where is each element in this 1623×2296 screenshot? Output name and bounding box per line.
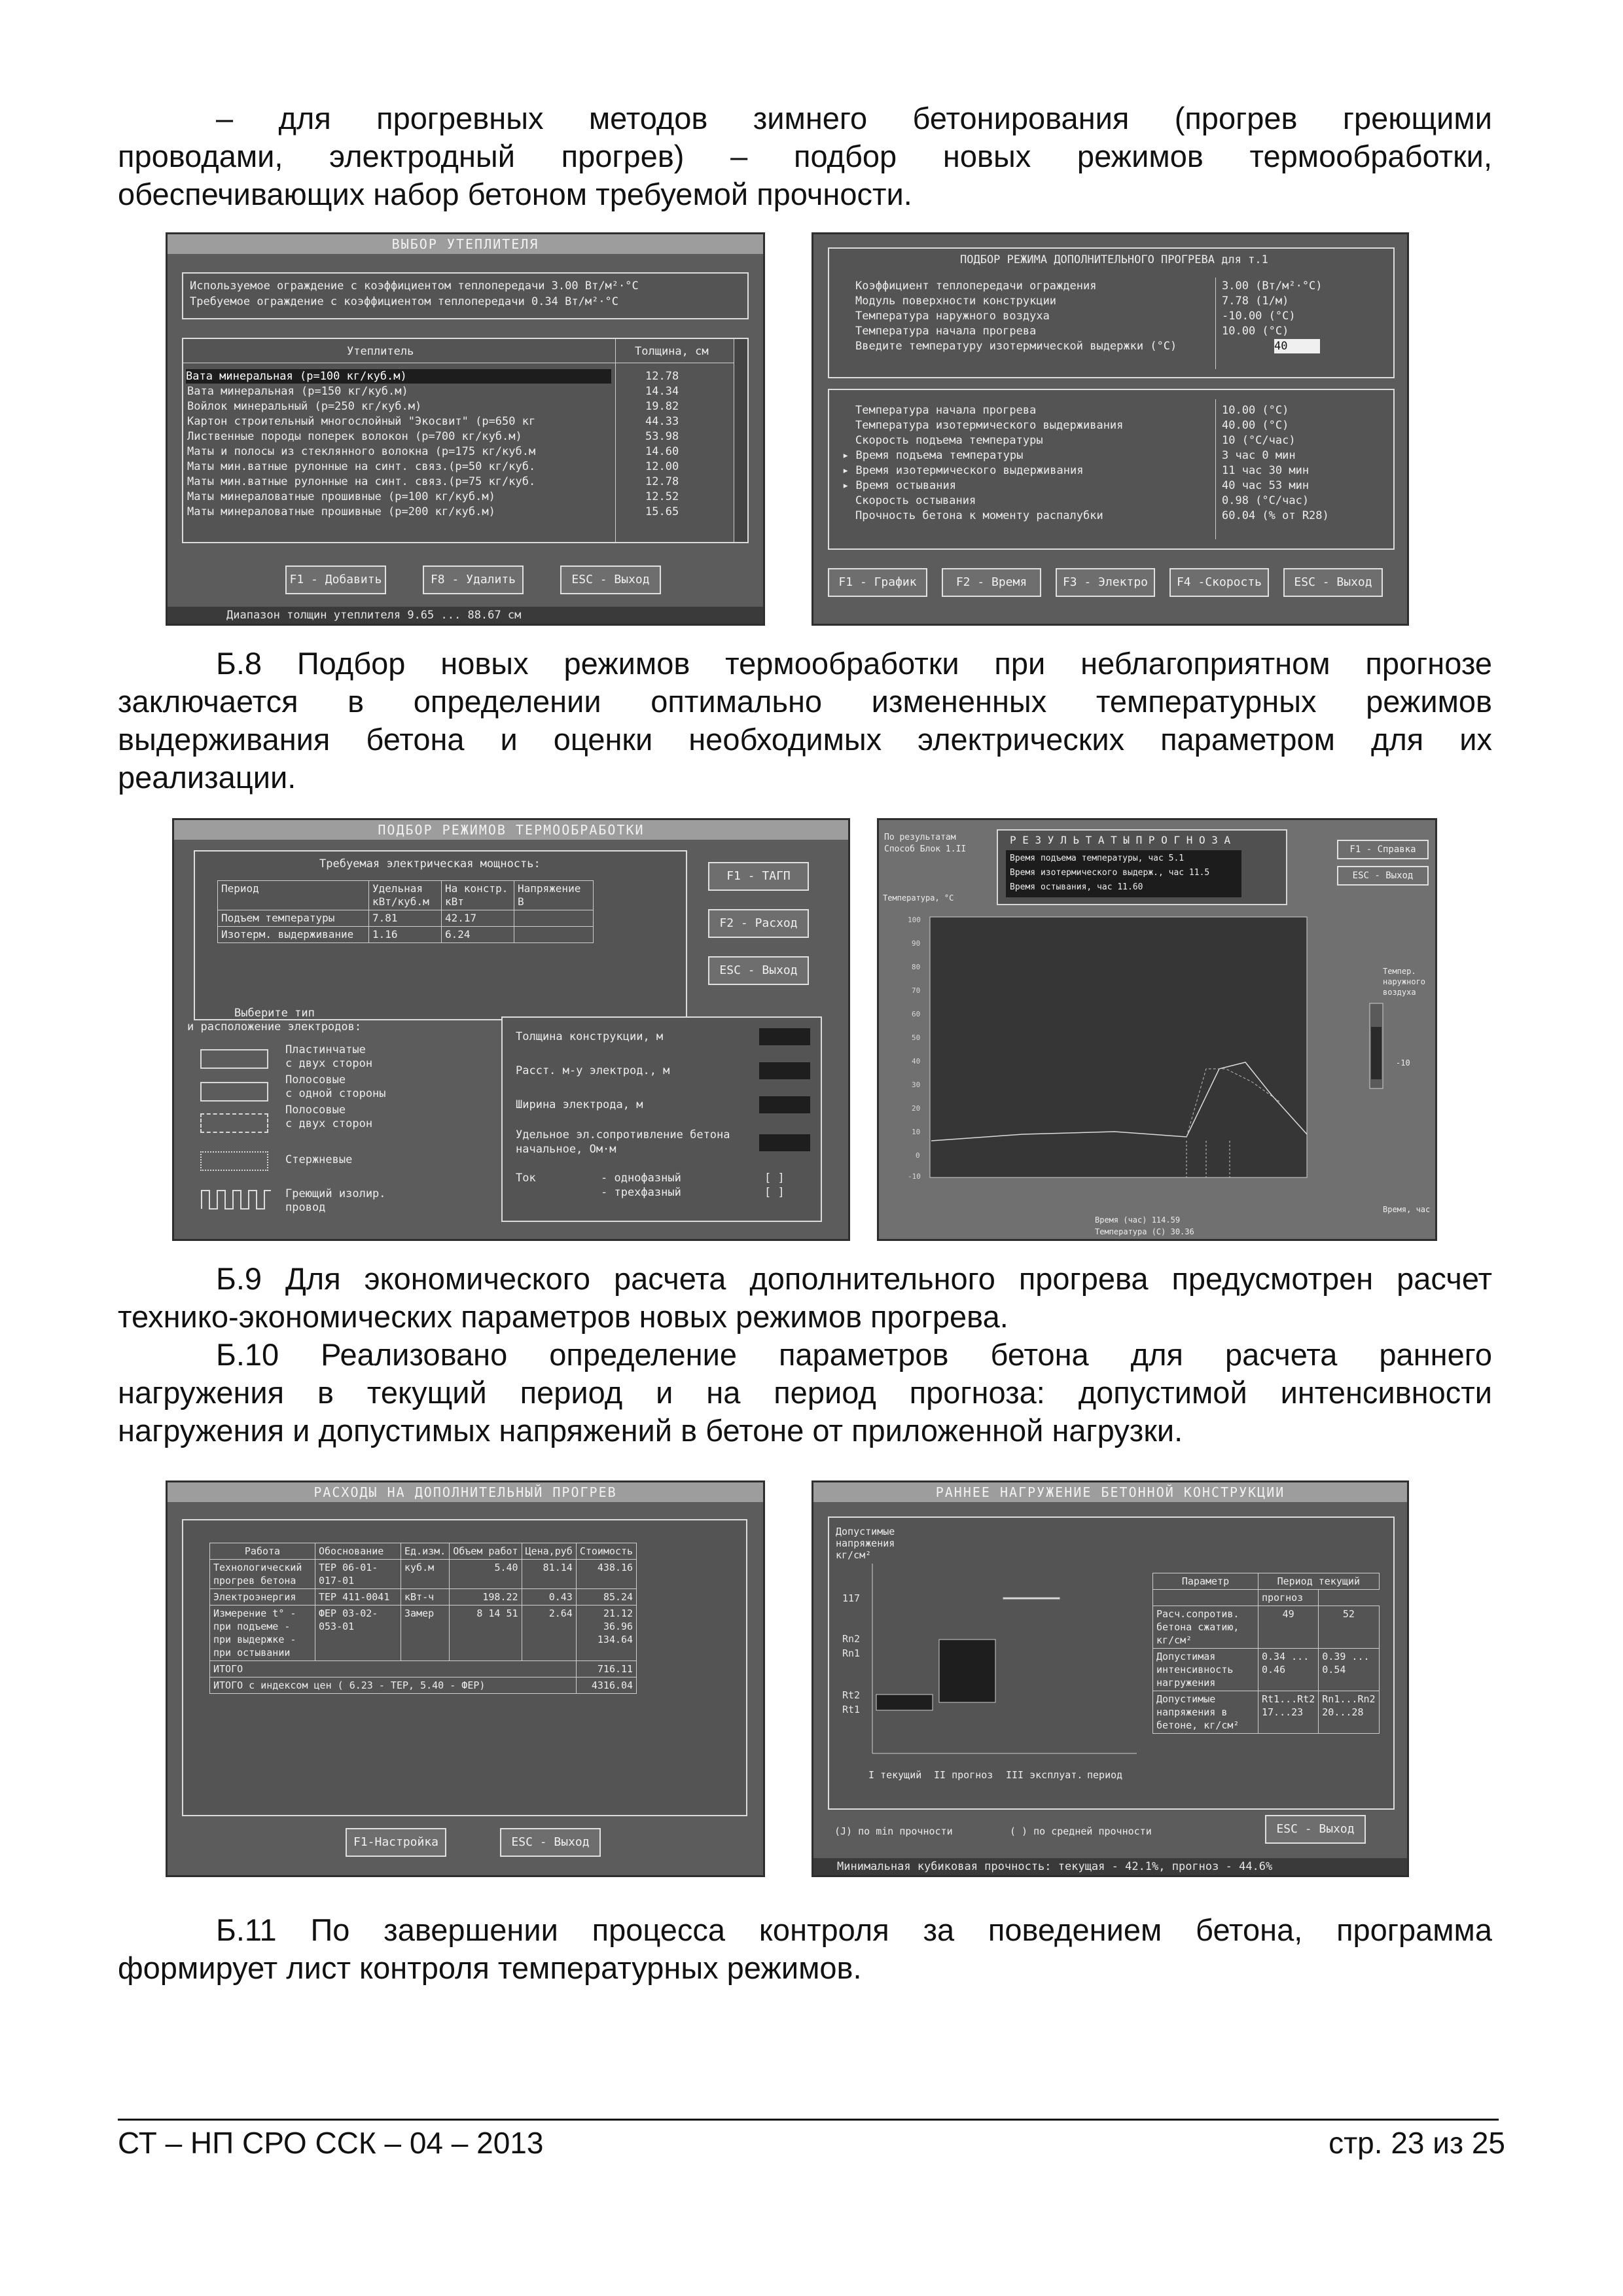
table-cell: 6.24	[442, 927, 514, 943]
loading-status: Минимальная кубиковая прочность: текущая - 42.1%, прогноз - 44.6%	[813, 1858, 1407, 1875]
three-phase-checkbox[interactable]: [ ]	[764, 1186, 785, 1199]
early-loading-screen	[812, 1480, 1409, 1877]
result-label[interactable]: ▸ Время остывания	[842, 479, 956, 492]
y-tick-label: 10	[912, 1128, 921, 1136]
table-cell: 81.14	[522, 1560, 576, 1589]
insulation-row[interactable]: Маты минераловатные прошивные (р=100 кг/куб.м)	[187, 490, 495, 503]
param-label: Коэффициент теплопередачи ограждения	[855, 279, 1097, 293]
text-line: обеспечивающих набор бетоном требуемой прочности.	[118, 177, 912, 211]
heat-treatment-title: ПОДБОР РЕЖИМОВ ТЕРМООБРАБОТКИ	[174, 820, 848, 840]
b10-paragraph	[118, 1336, 1492, 1450]
y-axis-label: Температура, °С	[883, 893, 954, 903]
table-cell: 8 14 51	[450, 1605, 522, 1661]
forecast-top-left: По результатам	[884, 833, 956, 842]
text-line: проводами, электродный прогрев) – подбор новых режимов термообработки,	[118, 139, 1492, 173]
row-thickness: 53.98	[645, 430, 679, 443]
resistivity-input[interactable]	[759, 1134, 810, 1151]
electrode-type-label: провод	[285, 1201, 326, 1214]
insulation-row-selected[interactable]	[186, 369, 611, 384]
table-header: Стоимость	[576, 1543, 636, 1560]
table-header: Объем работ	[450, 1543, 522, 1560]
electrode-distance-input[interactable]	[759, 1062, 810, 1079]
document-code: СТ – НП СРО ССК – 04 – 2013	[118, 2126, 544, 2160]
table-cell: Технологический прогрев бетона	[210, 1560, 315, 1589]
stress-range-bar	[1003, 1598, 1060, 1599]
table-cell: кВт-ч	[401, 1589, 450, 1605]
table-cell: 7.81	[369, 910, 442, 927]
electro-button[interactable]: F3 - Электро	[1056, 568, 1155, 597]
heating-wire-icon[interactable]	[200, 1188, 272, 1211]
single-phase-checkbox[interactable]: [ ]	[764, 1172, 785, 1185]
y-tick-label: 100	[908, 916, 921, 924]
exit-button[interactable]: ESC - Выход	[1337, 866, 1429, 886]
cursor-readout: Время (час) 114.59	[1095, 1215, 1181, 1225]
insulation-list	[182, 338, 749, 543]
table-cell: Подъем температуры	[218, 910, 369, 927]
outdoor-temp-label: воздуха	[1383, 988, 1416, 997]
electrode-heading: Выберите тип	[234, 1007, 315, 1020]
mean-strength-radio[interactable]: ( ) по средней прочности	[1010, 1825, 1152, 1837]
y-label-rn1: Rn1	[842, 1647, 861, 1659]
y-tick-label: 50	[912, 1033, 921, 1042]
min-strength-radio[interactable]: (J) по min прочности	[834, 1825, 953, 1837]
result-value: 0.98 (°С/час)	[1222, 494, 1310, 507]
insulation-row[interactable]: Маты мин.ватные рулонные на синт. связ.(р=75 кг/куб.	[187, 475, 536, 488]
loading-param-table	[1152, 1573, 1380, 1734]
table-cell: Допустимые напряжения в бетоне, кг/см²	[1153, 1691, 1258, 1734]
add-button[interactable]: F1 - Добавить	[285, 565, 386, 594]
costs-screen	[166, 1480, 765, 1877]
table-cell: Расч.сопротив. бетона сжатию, кг/см²	[1153, 1606, 1258, 1649]
text-line: нагружения в текущий период и на период прогноза: допустимой интенсивности	[118, 1375, 1492, 1410]
y-label-rt1: Rt1	[842, 1704, 861, 1715]
y-tick-label: 90	[912, 939, 921, 948]
row-thickness: 14.34	[645, 385, 679, 398]
electrode-heading: и расположение электродов:	[187, 1020, 362, 1033]
table-cell: 438.16	[576, 1560, 636, 1589]
insulation-row[interactable]: Вата минеральная (р=150 кг/куб.м)	[187, 385, 408, 398]
table-cell: 198.22	[450, 1589, 522, 1605]
total-value: 716.11	[576, 1661, 636, 1677]
temperature-plot	[879, 899, 1435, 1193]
early-loading-title: РАННЕЕ НАГРУЖЕНИЕ БЕТОННОЙ КОНСТРУКЦИИ	[813, 1482, 1407, 1502]
x-label: период	[1087, 1769, 1123, 1781]
input-label: Расст. м-у электрод., м	[516, 1064, 670, 1077]
text-line: Б.10 Реализовано определение параметров бетона для расчета раннего	[216, 1337, 1492, 1372]
table-header: Удельная кВт/куб.м	[369, 881, 442, 910]
result-value: 40.00 (°С)	[1222, 419, 1289, 432]
text-line: нагружения и допустимых напряжений в бетоне от приложенной нагрузки.	[118, 1413, 1183, 1448]
param-value: 10.00 (°С)	[1222, 325, 1289, 338]
y-tick-label: 80	[912, 963, 921, 971]
strip-electrode-two-sides-icon[interactable]	[200, 1113, 268, 1133]
column-header-name: Утеплитель	[347, 345, 414, 358]
table-header: Обоснование	[315, 1543, 401, 1560]
slider-value: -10	[1396, 1058, 1410, 1067]
exit-button[interactable]: ESC - Выход	[500, 1828, 601, 1857]
row-thickness: 12.00	[645, 460, 679, 473]
result-value: 40 час 53 мин	[1222, 479, 1310, 492]
stress-range-bar	[876, 1695, 933, 1710]
y-label-117: 117	[842, 1592, 861, 1604]
exit-button[interactable]: ESC - Выход	[1283, 568, 1383, 597]
help-button[interactable]: F1 - Справка	[1337, 840, 1429, 859]
table-cell: 49	[1258, 1606, 1319, 1649]
total-label: ИТОГО	[210, 1661, 577, 1677]
text-line: формирует лист контроля температурных режимов.	[118, 1950, 862, 1985]
insulation-row[interactable]: Маты мин.ватные рулонные на синт. связ.(р=50 кг/куб.	[187, 460, 536, 473]
y-label-rn2: Rn2	[842, 1633, 861, 1645]
thickness-input[interactable]	[759, 1028, 810, 1045]
text-line: технико-экономических параметров новых режимов прогрева.	[118, 1299, 1008, 1334]
text-line: заключается в определении оптимально измененных температурных режимов	[118, 684, 1492, 719]
insulation-row[interactable]: Лиственные породы поперек волокон (р=700 кг/куб.м)	[187, 430, 522, 443]
electrode-width-input[interactable]	[759, 1096, 810, 1113]
consumption-button[interactable]: F2 - Расход	[708, 909, 809, 938]
result-value: 10.00 (°С)	[1222, 404, 1289, 417]
electrode-type-label[interactable]: Стержневые	[285, 1153, 353, 1166]
b8-paragraph	[118, 645, 1492, 797]
text-line: Б.8 Подбор новых режимов термообработки при неблагоприятном прогнозе	[216, 646, 1492, 681]
table-cell: Измерение t° - при подъеме - при выдержке - при остывании	[210, 1605, 315, 1661]
reheat-title: ПОДБОР РЕЖИМА ДОПОЛНИТЕЛЬНОГО ПРОГРЕВА для т.1	[960, 253, 1268, 266]
speed-button[interactable]: F4 -Скорость	[1169, 568, 1269, 597]
exit-button[interactable]: ESC - Выход	[560, 565, 661, 594]
b9-paragraph	[118, 1260, 1492, 1336]
table-cell: 85.24	[576, 1589, 636, 1605]
costs-title: РАСХОДЫ НА ДОПОЛНИТЕЛЬНЫЙ ПРОГРЕВ	[168, 1482, 763, 1502]
outdoor-temp-label: наружного	[1383, 977, 1426, 986]
result-label: Скорость подъема температуры	[855, 434, 1043, 447]
electrode-params-box	[501, 1016, 822, 1222]
y-tick-label: 60	[912, 1010, 921, 1018]
outdoor-temp-label: Темпер.	[1383, 967, 1416, 976]
table-header: Период	[218, 881, 369, 910]
table-cell: 42.17	[442, 910, 514, 927]
insulation-row[interactable]: Войлок минеральный (р=250 кг/куб.м)	[187, 400, 422, 413]
table-cell: 0.34 ... 0.46	[1258, 1649, 1319, 1691]
insulation-row[interactable]: Маты минераловатные прошивные (р=200 кг/куб.м)	[187, 505, 495, 518]
result-label[interactable]: ▸ Время подъема температуры	[842, 449, 1024, 462]
table-cell	[514, 927, 594, 943]
stress-range-bar	[939, 1640, 995, 1702]
table-cell: 5.40	[450, 1560, 522, 1589]
total-index-label: ИТОГО с индексом цен ( 6.23 - ТЕР, 5.40 - ФЕР)	[210, 1677, 577, 1694]
power-table	[217, 880, 594, 943]
loading-chart-box	[828, 1516, 1395, 1810]
tagp-button[interactable]: F1 - ТАГП	[708, 862, 809, 891]
table-cell: куб.м	[401, 1560, 450, 1589]
chart-title: напряжения	[836, 1537, 895, 1549]
x-axis-label: Время, час	[1383, 1205, 1431, 1214]
text-line: Б.9 Для экономического расчета дополнительного прогрева предусмотрен расчет	[216, 1261, 1492, 1296]
heat-treatment-screen	[172, 818, 850, 1241]
table-cell: 1.16	[369, 927, 442, 943]
table-header: Цена,руб	[522, 1543, 576, 1560]
rod-electrode-icon[interactable]	[200, 1151, 268, 1171]
table-header: Параметр	[1153, 1573, 1258, 1590]
row-thickness: 44.33	[645, 415, 679, 428]
y-tick-label: 40	[912, 1057, 921, 1066]
chart-title: Допустимые	[836, 1526, 895, 1537]
x-label: II прогноз	[934, 1769, 993, 1781]
row-name: Вата минеральная (р=100 кг/куб.м)	[186, 370, 407, 383]
param-value: -10.00 (°С)	[1222, 310, 1296, 323]
isothermal-temperature-input[interactable]: 40	[1274, 339, 1320, 353]
row-thickness: 15.65	[645, 505, 679, 518]
result-label[interactable]: ▸ Время изотермического выдерживания	[842, 464, 1084, 477]
costs-table	[209, 1543, 637, 1694]
electrode-type-label: с двух сторон	[285, 1117, 373, 1130]
param-label: Температура наружного воздуха	[855, 310, 1050, 323]
table-cell: Rn1...Rn2 20...28	[1319, 1691, 1379, 1734]
param-value: 7.78 (1/м)	[1222, 295, 1289, 308]
x-label: III эксплуат.	[1006, 1769, 1083, 1781]
forecast-info-line: Время подъема температуры, час 5.1	[1010, 853, 1185, 863]
table-header: Ед.изм.	[401, 1543, 450, 1560]
result-value: 10 (°С/час)	[1222, 434, 1296, 447]
forecast-header: Р Е З У Л Ь Т А Т Ы П Р О Г Н О З А	[1010, 834, 1231, 846]
row-thickness: 14.60	[645, 445, 679, 458]
insulation-row[interactable]: Маты и полосы из стеклянного волокна (р=175 кг/куб.м	[187, 445, 536, 458]
insulation-screen	[166, 232, 765, 626]
table-cell: 0.39 ... 0.54	[1319, 1649, 1379, 1691]
power-heading: Требуемая электрическая мощность:	[319, 857, 541, 870]
row-thickness: 12.52	[645, 490, 679, 503]
table-cell: 52	[1319, 1606, 1379, 1649]
electrode-type-label[interactable]: Полосовые	[285, 1103, 346, 1117]
total-index-value: 4316.04	[576, 1677, 636, 1694]
plate-electrode-icon[interactable]	[200, 1049, 268, 1069]
y-label-rt2: Rt2	[842, 1689, 861, 1701]
forecast-info-line: Время изотермического выдерж., час 11.5	[1010, 868, 1210, 878]
table-cell: ФЕР 03-02-053-01	[315, 1605, 401, 1661]
text-line: – для прогревных методов зимнего бетонирования (прогрев греющими	[216, 101, 1492, 135]
input-label: Толщина конструкции, м	[516, 1030, 664, 1043]
exit-button[interactable]: ESC - Выход	[1265, 1815, 1366, 1844]
delete-button[interactable]: F8 - Удалить	[423, 565, 524, 594]
result-value: 3 час 0 мин	[1222, 449, 1296, 462]
y-tick-label: -10	[908, 1172, 921, 1181]
graph-button[interactable]: F1 - График	[828, 568, 927, 597]
input-label: Удельное эл.сопротивление бетона начальное, Ом·м	[516, 1128, 730, 1156]
exit-button[interactable]: ESC - Выход	[708, 956, 809, 985]
table-header: Работа	[210, 1543, 315, 1560]
chart-title: кг/см²	[836, 1549, 872, 1561]
table-cell: Электроэнергия	[210, 1589, 315, 1605]
table-header: прогноз	[1258, 1590, 1319, 1606]
table-cell: Замер	[401, 1605, 450, 1661]
table-cell: Изотерм. выдерживание	[218, 927, 369, 943]
forecast-results-panel	[997, 829, 1287, 905]
result-value: 11 час 30 мин	[1222, 464, 1310, 477]
intro-paragraph	[118, 99, 1492, 213]
param-label: Введите температуру изотермической выдержки (°С)	[855, 340, 1177, 353]
table-cell: Допустимая интенсивность нагружения	[1153, 1649, 1258, 1691]
outdoor-temp-slider-thumb	[1371, 1027, 1382, 1079]
y-tick-label: 0	[916, 1151, 920, 1160]
info-line: Требуемое ограждение с коэффициентом теплопередачи 0.34 Вт/м²·°С	[190, 295, 619, 308]
costs-table-box	[182, 1519, 747, 1816]
input-label: Ширина электрода, м	[516, 1098, 643, 1111]
info-line: Используемое ограждение с коэффициентом теплопередачи 3.00 Вт/м²·°С	[190, 279, 639, 293]
time-button[interactable]: F2 - Время	[942, 568, 1041, 597]
x-label: I текущий	[868, 1769, 922, 1781]
b11-paragraph	[118, 1911, 1492, 1987]
column-header-thickness: Толщина, см	[635, 345, 709, 358]
settings-button[interactable]: F1-Настройка	[346, 1828, 446, 1857]
table-header: Период текущий	[1258, 1573, 1380, 1590]
table-header: Напряжение В	[514, 881, 594, 910]
page-number: стр. 23 из 25	[1329, 2126, 1505, 2160]
table-header: На констр. кВт	[442, 881, 514, 910]
table-cell: 0.43	[522, 1589, 576, 1605]
insulation-screen-title: ВЫБОР УТЕПЛИТЕЛЯ	[168, 234, 763, 254]
y-tick-label: 30	[912, 1081, 921, 1089]
result-label: Температура изотермического выдерживания	[855, 419, 1124, 432]
table-cell: ТЕР 06-01-017-01	[315, 1560, 401, 1589]
y-tick-label: 70	[912, 986, 921, 995]
forecast-screen	[877, 818, 1437, 1241]
y-tick-labels	[908, 916, 921, 1181]
reheat-screen	[812, 232, 1409, 626]
text-line: выдерживания бетона и оценки необходимых электрических параметром для их	[118, 722, 1492, 757]
current-label: Ток	[516, 1172, 536, 1185]
param-label: Модуль поверхности конструкции	[855, 295, 1057, 308]
allowable-stress-chart	[829, 1518, 1150, 1808]
power-box	[194, 850, 687, 1020]
cursor-readout: Температура (С) 30.36	[1095, 1227, 1194, 1236]
text-line: Б.11 По завершении процесса контроля за поведением бетона, программа	[216, 1912, 1492, 1947]
table-cell: 21.12 36.96 134.64	[576, 1605, 636, 1661]
reheat-params-box	[828, 247, 1395, 378]
table-cell: Rt1...Rt2 17...23	[1258, 1691, 1319, 1734]
table-cell	[514, 910, 594, 927]
strip-electrode-one-side-icon[interactable]	[200, 1082, 268, 1102]
electrode-type-label[interactable]: Греющий изолир.	[285, 1187, 386, 1200]
y-tick-label: 20	[912, 1104, 921, 1113]
result-value: 60.04 (% от R28)	[1222, 509, 1329, 522]
table-cell: ТЕР 411-0041	[315, 1589, 401, 1605]
row-thickness: 12.78	[645, 475, 679, 488]
table-header	[1153, 1590, 1258, 1606]
electrode-type-label: с одной стороны	[285, 1087, 386, 1100]
result-label: Прочность бетона к моменту распалубки	[855, 509, 1103, 522]
table-cell: 2.64	[522, 1605, 576, 1661]
forecast-top-left: Способ Блок 1.II	[884, 844, 967, 854]
forecast-info-line: Время остывания, час 11.60	[1010, 882, 1143, 892]
text-line: реализации.	[118, 760, 296, 795]
row-thickness: 12.78	[645, 370, 679, 383]
insulation-info-box	[182, 272, 749, 319]
electrode-type-label[interactable]: Полосовые	[285, 1073, 346, 1086]
reheat-results-box	[828, 389, 1395, 550]
footer-rule	[118, 2119, 1499, 2121]
result-label: Температура начала прогрева	[855, 404, 1037, 417]
row-thickness: 19.82	[645, 400, 679, 413]
insulation-row[interactable]: Картон строительный многослойный "Экосвит" (р=650 кг	[187, 415, 536, 428]
current-option: - однофазный	[601, 1172, 681, 1185]
param-value: 3.00 (Вт/м²·°С)	[1222, 279, 1323, 293]
result-label: Скорость остывания	[855, 494, 976, 507]
param-label: Температура начала прогрева	[855, 325, 1037, 338]
scrollbar[interactable]	[734, 339, 747, 542]
insulation-status: Диапазон толщин утеплителя 9.65 ... 88.67 см	[168, 607, 763, 624]
electrode-type-label[interactable]: Пластинчатые	[285, 1043, 366, 1056]
current-option: - трехфазный	[601, 1186, 681, 1199]
electrode-type-label: с двух сторон	[285, 1057, 373, 1070]
